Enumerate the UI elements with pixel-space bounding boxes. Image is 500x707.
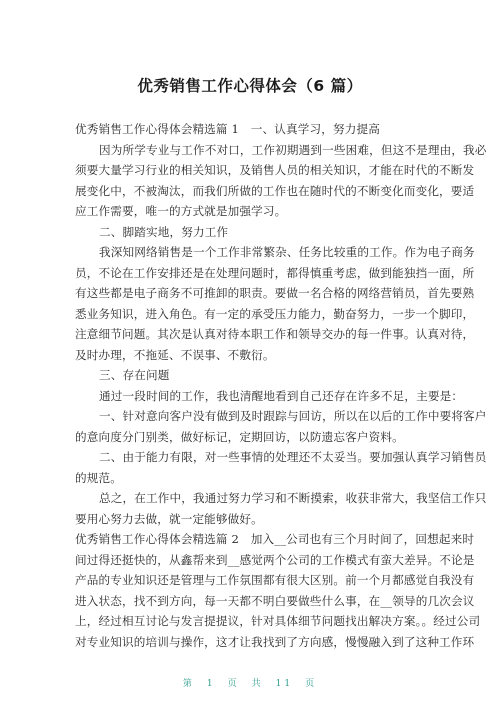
body-text-line: 二、脚踏实地，努力工作 xyxy=(99,224,229,239)
document-title: 优秀销售工作心得体会（6 篇） xyxy=(137,77,363,95)
body-text-line: 的规范。 xyxy=(75,470,122,485)
body-text-line: 通过一段时间的工作，我也清醒地看到自己还存在许多不足，主要是： xyxy=(99,388,464,403)
body-text-line: 悉业务知识，进入角色。有一定的承受压力能力，勤奋努力，一步一个脚印， xyxy=(75,306,475,321)
body-text-line: 对专业知识的培训与操作，这才让我找到了方向感，慢慢融入到了这种工作环 xyxy=(75,634,475,649)
body-text-line: 上，经过相互讨论与发言提提议，针对具体细节问题找出解决方案。。经过公司 xyxy=(75,614,481,628)
body-text-line: 产品的专业知识还是管理与工作氛围都有很大区别。前一个月都感觉自我没有 xyxy=(75,573,475,587)
body-text-line: 进入状态，找不到方向，每一天都不明白要做些什么事，在__领导的几次会议 xyxy=(75,593,475,608)
document-body xyxy=(75,119,487,652)
body-text-line: 三、存在问题 xyxy=(99,368,170,382)
body-text-line: 注意细节问题。其次是认真对待本职工作和领导交办的每一件事。认真对待， xyxy=(75,327,475,341)
body-text-line: 及时办理，不拖延、不误事、不敷衍。 xyxy=(75,347,275,362)
body-text-line: 间过得还挺快的，从鑫帮来到__感觉两个公司的工作模式有蛮大差异。不论是 xyxy=(75,552,475,567)
body-text-line: 优秀销售工作心得体会精选篇 1 一、认真学习，努力提高 xyxy=(75,122,380,136)
body-text-line: 应工作需要，唯一的方式就是加强学习。 xyxy=(75,204,287,218)
page-number: 第 1 页 共 11 页 xyxy=(182,679,318,689)
body-text-line: 的意向度分门别类，做好标记，定期回访，以防遗忘客户资料。 xyxy=(75,429,404,444)
body-text-line: 员，不论在工作安排还是在处理问题时，都得慎重考虑，做到能独挡一面，所 xyxy=(75,265,475,280)
body-text-line: 一、针对意向客户没有做到及时跟踪与回访，所以在以后的工作中要将客户 xyxy=(99,409,487,423)
body-text-line: 有这些都是电子商务不可推卸的职责。要做一名合格的网络营销员，首先要熟 xyxy=(75,286,475,300)
body-text-line: 总之，在工作中，我通过努力学习和不断摸索，收获非常大，我坚信工作只 xyxy=(99,491,487,505)
body-text-line: 展变化中，不被淘汰，而我们所做的工作也在随时代的不断变化而变化，要适 xyxy=(75,183,475,198)
body-text-line: 我深知网络销售是一个工作非常繁杂、任务比较重的工作。作为电子商务 xyxy=(99,245,475,259)
body-text-line: 二、由于能力有限，对一些事情的处理还不太妥当。要加强认真学习销售员 xyxy=(99,450,487,464)
body-text-line: 须要大量学习行业的相关知识，及销售人员的相关知识，才能在时代的不断发 xyxy=(75,163,475,177)
body-text-line: 因为所学专业与工作不对口，工作初期遇到一些困难，但这不是理由，我必 xyxy=(99,142,487,157)
body-text-line: 要用心努力去做，就一定能够做好。 xyxy=(75,511,263,526)
body-text-line: 优秀销售工作心得体会精选篇 2 加入__公司也有三个月时间了，回想起来时 xyxy=(75,532,475,546)
